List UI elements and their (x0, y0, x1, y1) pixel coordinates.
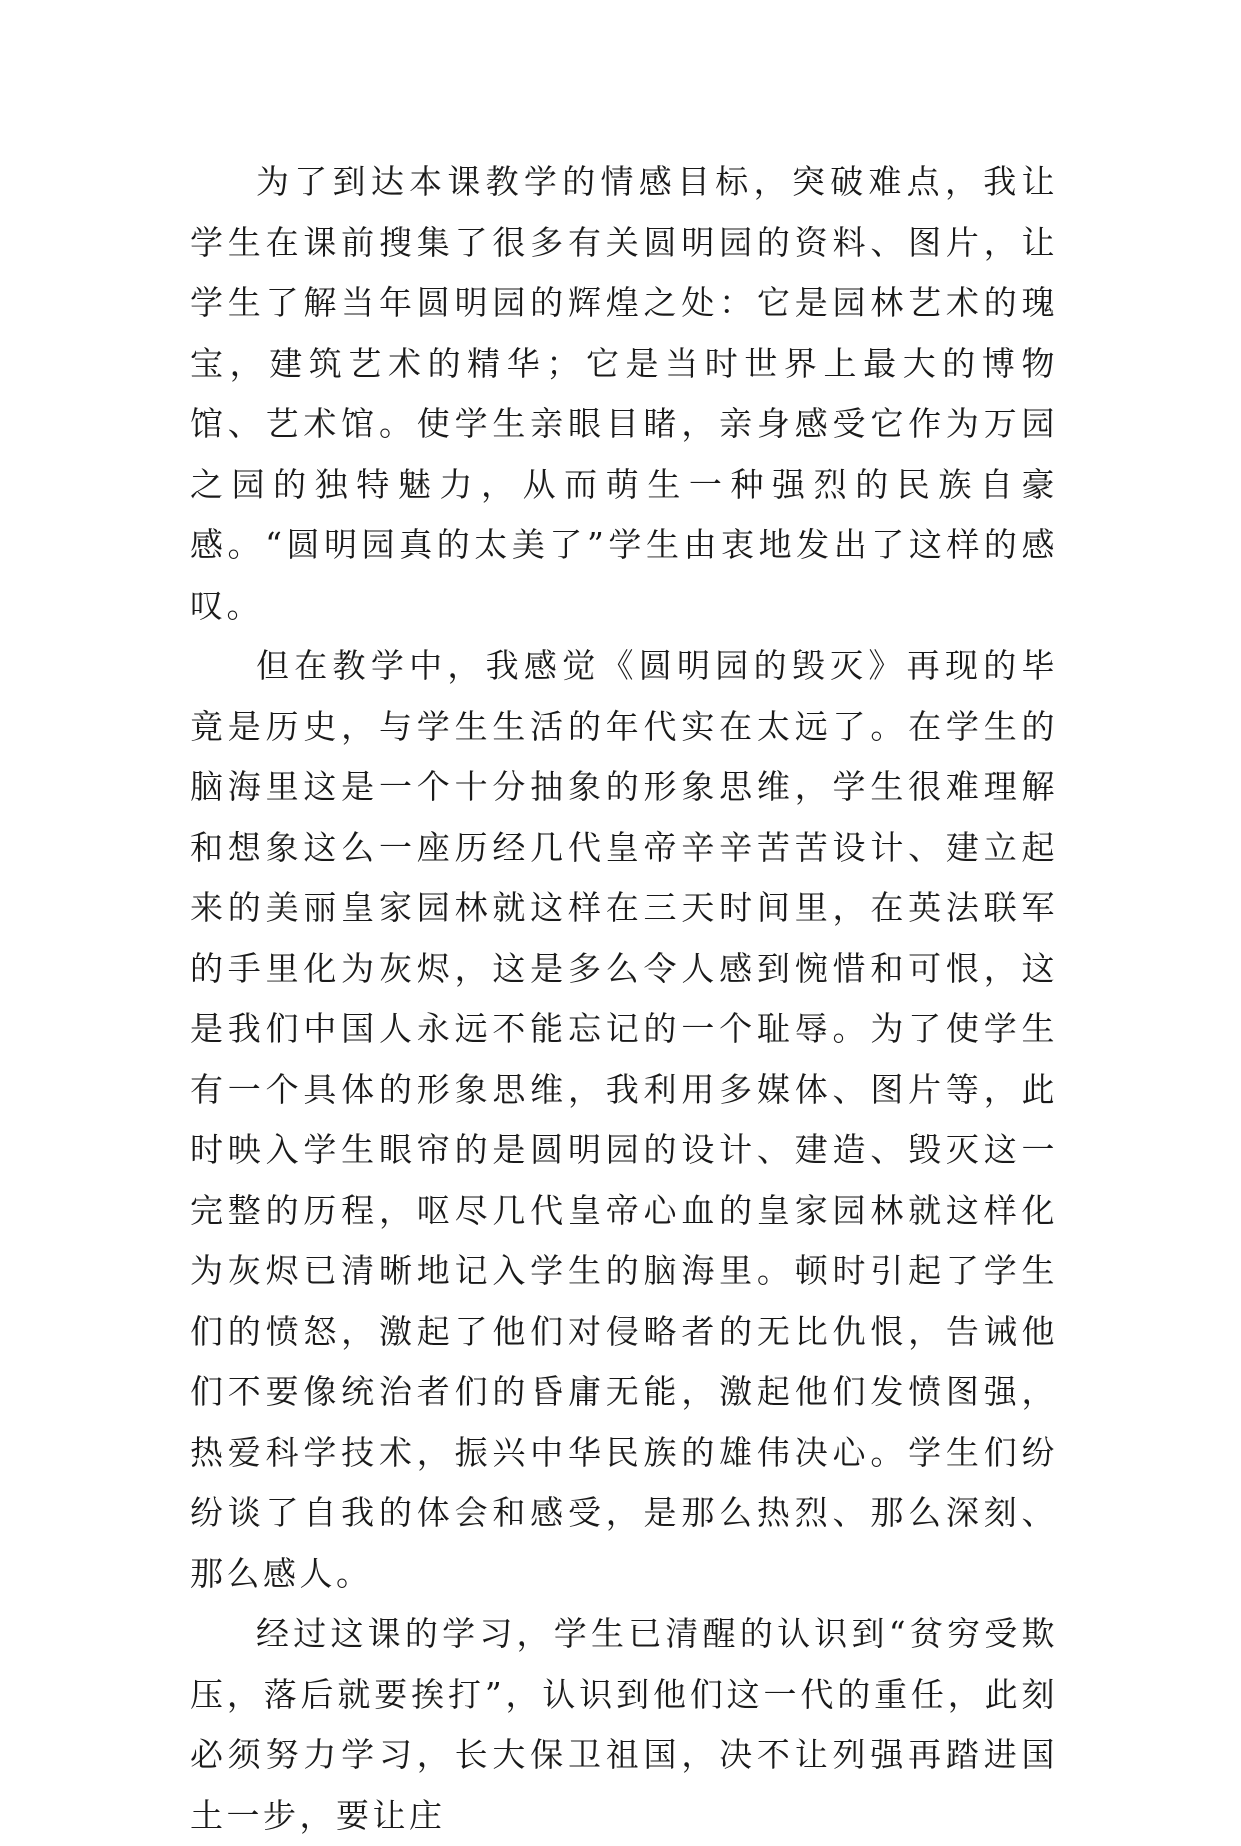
body-text (190, 152, 1058, 1846)
paragraph-3: 经过这课的学习，学生已清醒的认识到“贫穷受欺压，落后就要挨打”，认识到他们这一代的重任，此刻必须努力学习，长大保卫祖国，决不让列强再踏进国土一步，要让庄 (190, 1614, 1058, 1835)
paragraph-2: 但在教学中，我感觉《圆明园的毁灭》再现的毕竟是历史，与学生生活的年代实在太远了。在学生的脑海里这是一个十分抽象的形象思维，学生很难理解和想象这么一座历经几代皇帝辛辛苦苦设计、建立起来的美丽皇家园林就这样在三天时间里，在英法联军的手里化为灰烬，这是多么令人感到惋惜和可恨，这是我们中国人永远不能忘记的一个耻辱。为了使学生有一个具体的形象思维，我利用多媒体、图片等，此时映入学生眼帘的是圆明园的设计、建造、毁灭这一完整的历程，呕尽几代皇帝心血的皇家园林就这样化为灰烬已清晰地记入学生的脑海里。顿时引起了学生们的愤怒，激起了他们对侵略者的无比仇恨，告诫他们不要像统治者们的昏庸无能，激起他们发愤图强，热爱科学技术，振兴中华民族的雄伟决心。学生们纷纷谈了自我的体会和感受，是那么热烈、那么深刻、那么感人。 (190, 646, 1058, 1593)
paragraph-1: 为了到达本课教学的情感目标，突破难点，我让学生在课前搜集了很多有关圆明园的资料、图片，让学生了解当年圆明园的辉煌之处：它是园林艺术的瑰宝，建筑艺术的精华；它是当时世界上最大的博物馆、艺术馆。使学生亲眼目睹，亲身感受它作为万园之园的独特魅力，从而萌生一种强烈的民族自豪感。“圆明园真的太美了”学生由衷地发出了这样的感叹。 (190, 162, 1058, 625)
